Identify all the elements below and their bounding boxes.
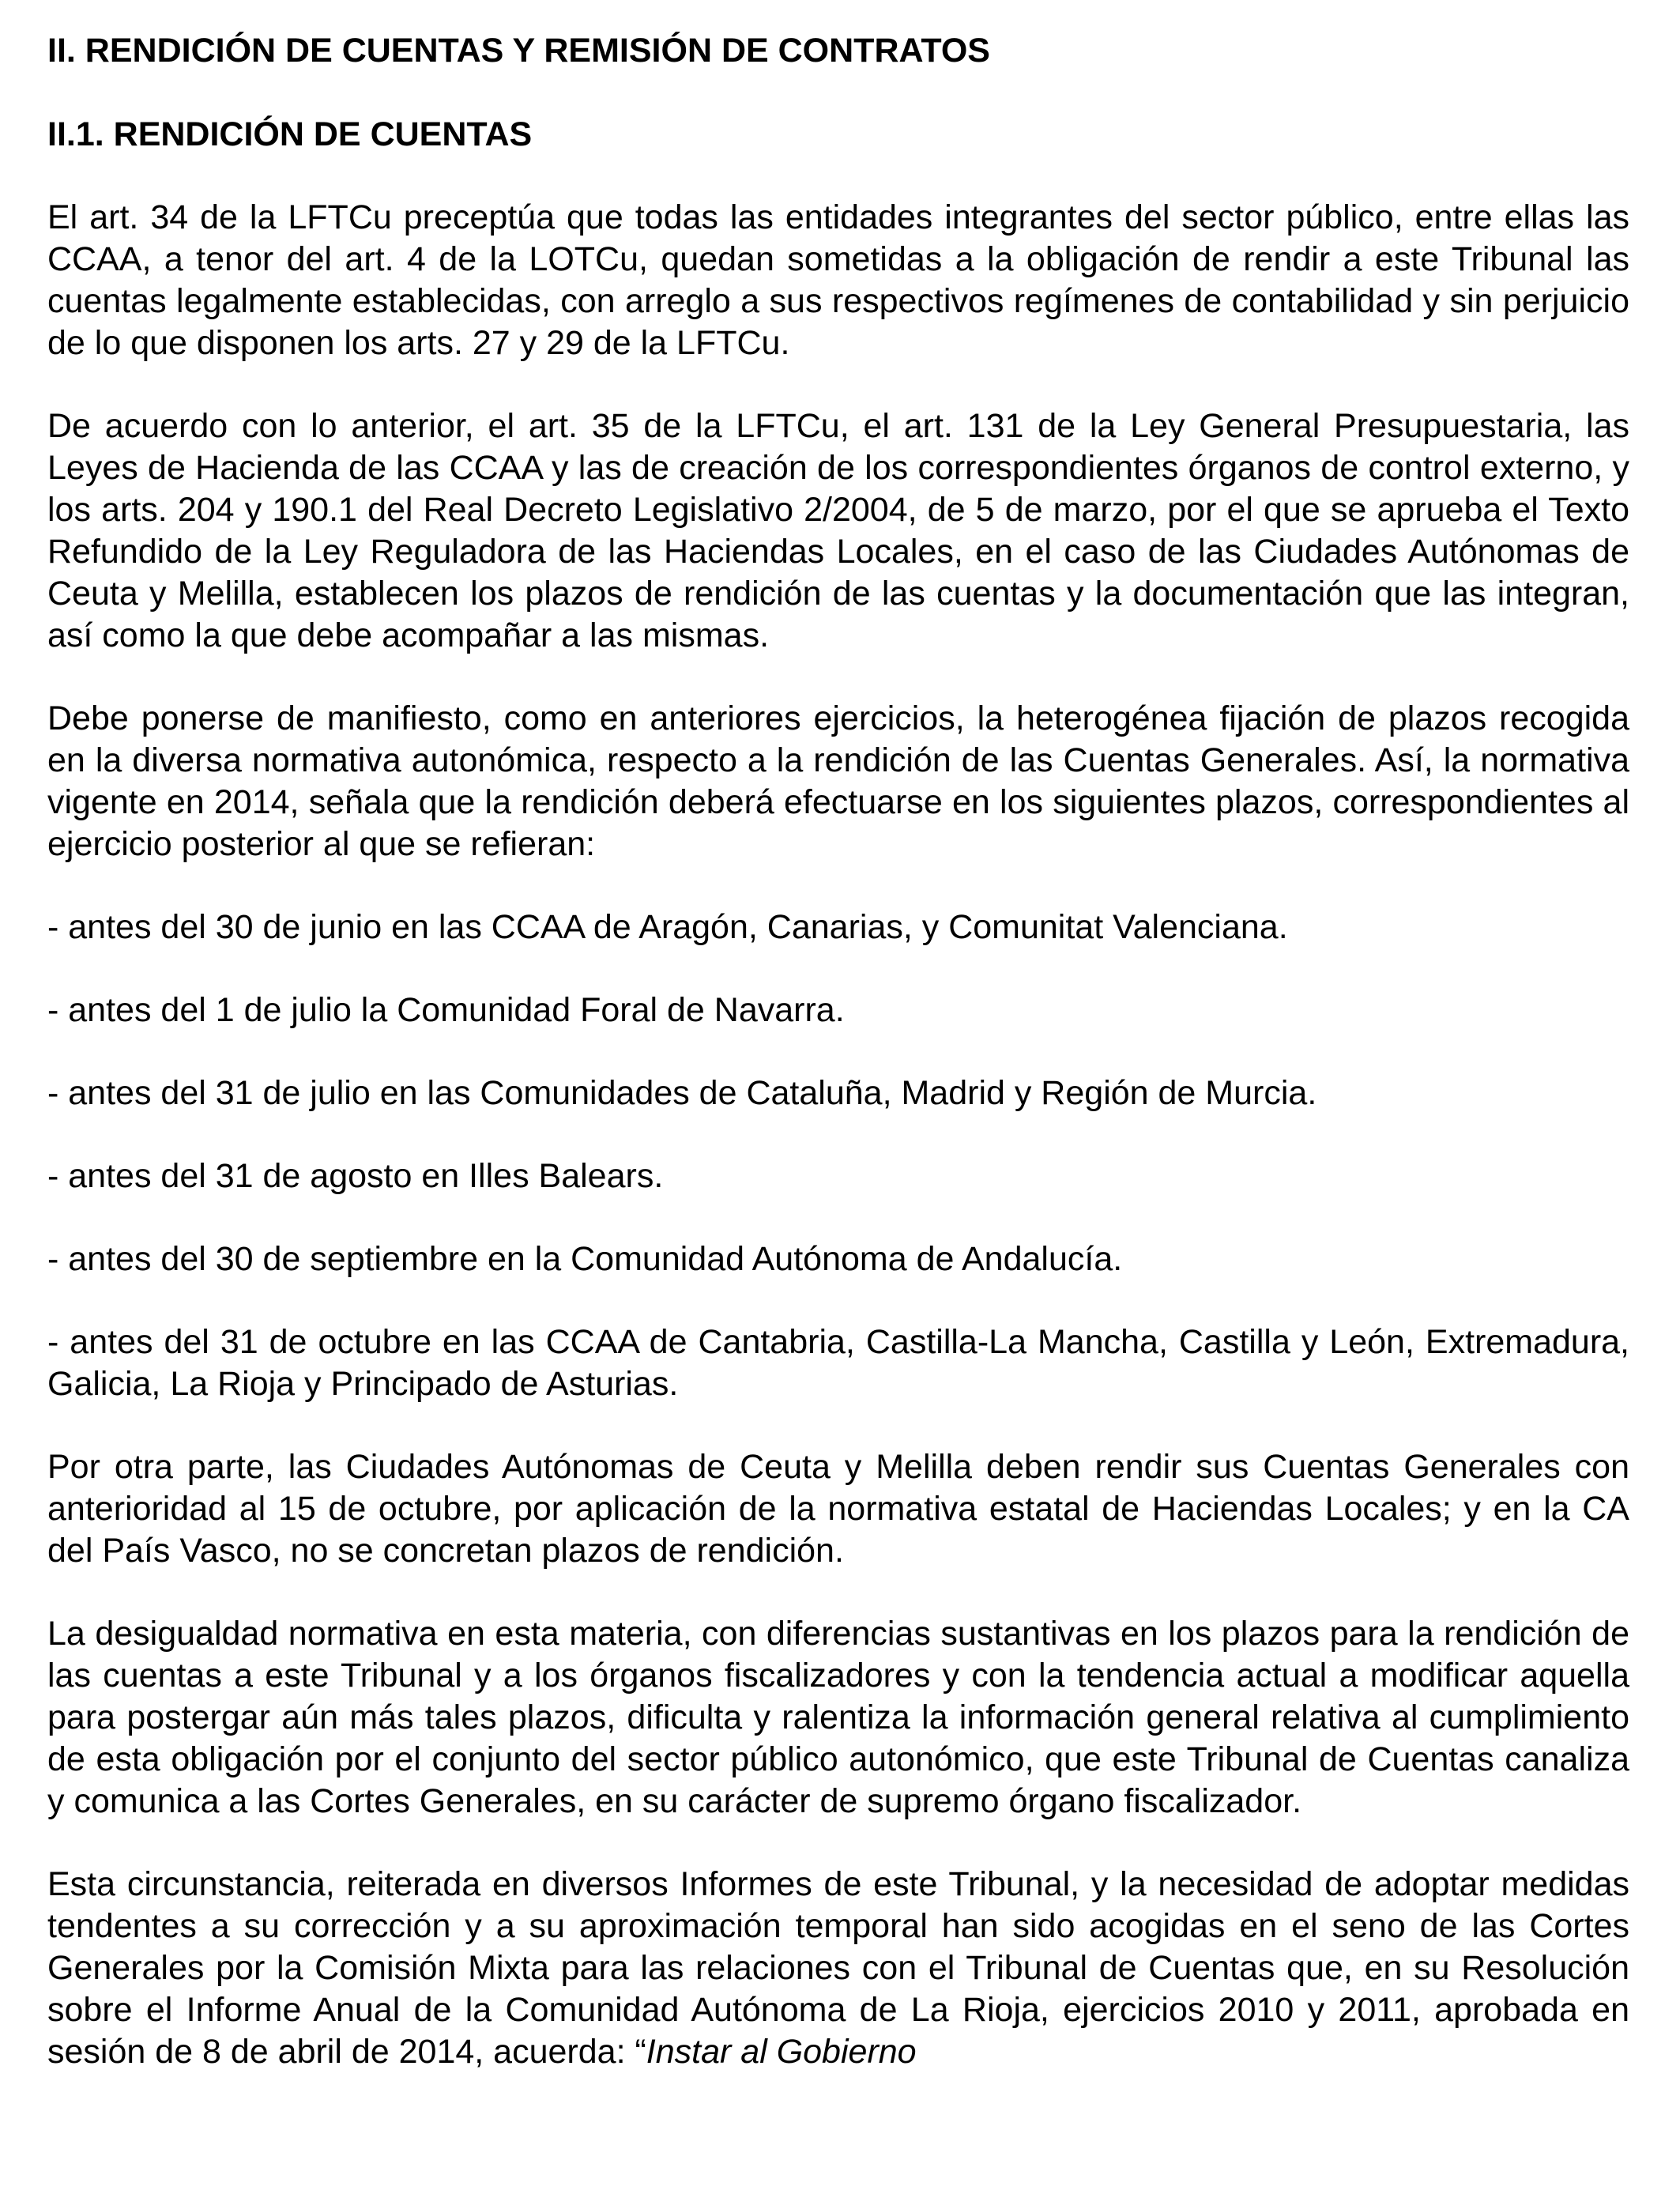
list-item-deadline: - antes del 31 de julio en las Comunidades de Cataluña, Madrid y Región de Murcia. — [47, 1074, 1317, 1112]
paragraph-plazos-intro: Debe ponerse de manifiesto, como en anteriores ejercicios, la heterogénea fijación de plazos recogida en la diversa normativa autonómica, respecto a la rendición de las Cuentas Generales. Así, la normativa vigente en 2014, señala que la rendición deberá efectuarse en los siguientes plazos, correspondientes al ejercicio posterior al que se refieran: — [47, 699, 1629, 863]
section-heading: II. RENDICIÓN DE CUENTAS Y REMISIÓN DE CONTRATOS — [47, 32, 990, 70]
paragraph-art34: El art. 34 de la LFTCu preceptúa que todas las entidades integrantes del sector público, entre ellas las CCAA, a tenor del art. 4 de la LOTCu, quedan sometidas a la obligación de rendir a este Tribunal las cuentas legalmente establecidas, con arreglo a sus respectivos regímenes de contabilidad y sin perjuicio de lo que disponen los arts. 27 y 29 de la LFTCu. — [47, 198, 1629, 362]
list-item-deadline: - antes del 31 de agosto en Illes Balears. — [47, 1157, 664, 1195]
list-item-deadline: - antes del 30 de junio en las CCAA de Aragón, Canarias, y Comunitat Valenciana. — [47, 908, 1288, 946]
document-page — [47, 30, 1629, 2073]
list-item-deadline: - antes del 31 de octubre en las CCAA de Cantabria, Castilla-La Mancha, Castilla y León, Extremadura, Galicia, La Rioja y Principado de Asturias. — [47, 1323, 1629, 1403]
paragraph-circunstancia — [47, 1864, 1629, 2073]
paragraph-ceuta-melilla: Por otra parte, las Ciudades Autónomas de Ceuta y Melilla deben rendir sus Cuentas Generales con anterioridad al 15 de octubre, por aplicación de la normativa estatal de Haciendas Locales; y en la CA del País Vasco, no se concretan plazos de rendición. — [47, 1448, 1629, 1570]
paragraph-circunstancia-italic: Instar al Gobierno — [646, 2033, 917, 2071]
subsection-heading: II.1. RENDICIÓN DE CUENTAS — [47, 115, 533, 153]
list-item-deadline: - antes del 30 de septiembre en la Comunidad Autónoma de Andalucía. — [47, 1240, 1123, 1278]
paragraph-art35: De acuerdo con lo anterior, el art. 35 de la LFTCu, el art. 131 de la Ley General Presupuestaria, las Leyes de Hacienda de las CCAA y las de creación de los correspondientes órganos de control externo, y los arts. 204 y 190.1 del Real Decreto Legislativo 2/2004, de 5 de marzo, por el que se aprueba el Texto Refundido de la Ley Reguladora de las Haciendas Locales, en el caso de las Ciudades Autónomas de Ceuta y Melilla, establecen los plazos de rendición de las cuentas y la documentación que las integran, así como la que debe acompañar a las mismas. — [47, 407, 1629, 654]
list-item-deadline: - antes del 1 de julio la Comunidad Foral de Navarra. — [47, 991, 845, 1029]
paragraph-circunstancia-text: Esta circunstancia, reiterada en diversos Informes de este Tribunal, y la necesidad de adoptar medidas tendentes a su corrección y a su aproximación temporal han sido acogidas en el seno de las Cortes Generales por la Comisión Mixta para las relaciones con el Tribunal de Cuentas que, en su Resolución sobre el Informe Anual de la Comunidad Autónoma de La Rioja, ejercicios 2010 y 2011, aprobada en sesión de 8 de abril de 2014, acuerda: “ — [47, 1865, 1629, 2071]
paragraph-desigualdad: La desigualdad normativa en esta materia, con diferencias sustantivas en los plazos para la rendición de las cuentas a este Tribunal y a los órganos fiscalizadores y con la tendencia actual a modificar aquella para postergar aún más tales plazos, dificulta y ralentiza la información general relativa al cumplimiento de esta obligación por el conjunto del sector público autonómico, que este Tribunal de Cuentas canaliza y comunica a las Cortes Generales, en su carácter de supremo órgano fiscalizador. — [47, 1615, 1629, 1820]
